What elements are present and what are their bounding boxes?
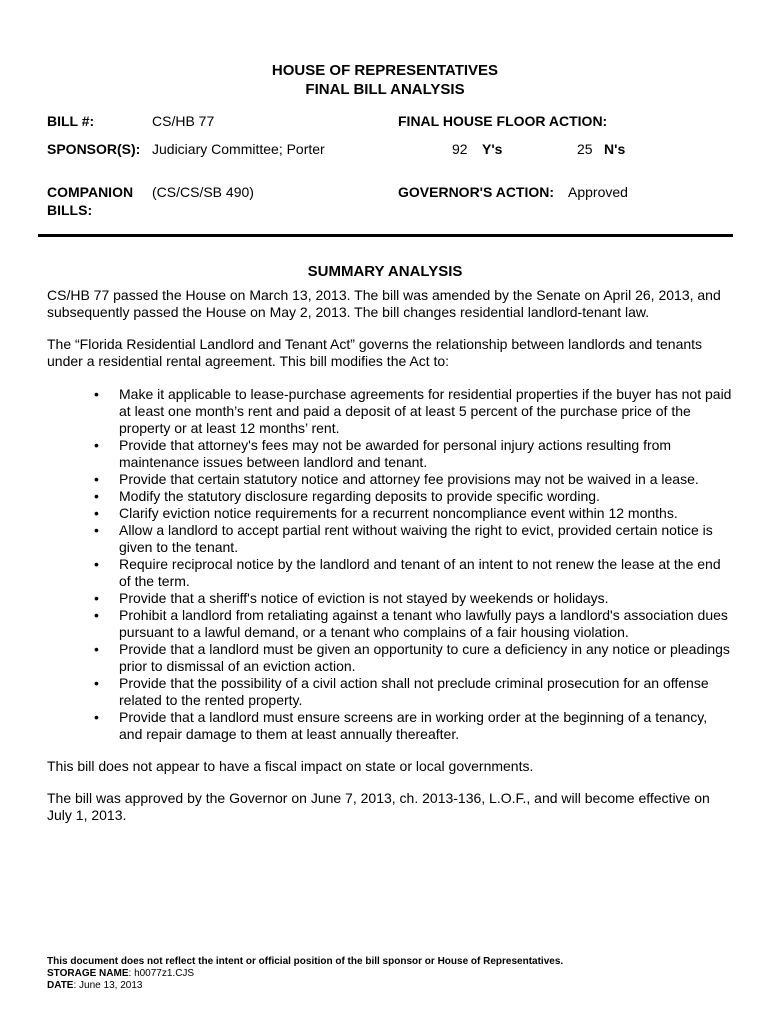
list-item-text: Prohibit a landlord from retaliating against a tenant who lawfully pays a landlord's association dues pursuant to a lawful demand, or a tenant who complains of a fair housing violation. <box>119 607 728 640</box>
footer <box>47 956 727 992</box>
list-item-text: Provide that a landlord must be given an opportunity to cure a deficiency in any notice or pleadings prior to dismissal of an eviction action. <box>119 641 730 674</box>
fiscal-impact-paragraph: This bill does not appear to have a fiscal impact on state or local governments. <box>47 758 534 774</box>
footer-disclaimer: This document does not reflect the intent or official position of the bill sponsor or House of Representatives. <box>47 956 564 967</box>
list-item <box>94 488 734 505</box>
list-item <box>94 641 734 675</box>
list-item <box>94 386 734 437</box>
companion-label-line1: COMPANION <box>47 184 134 200</box>
bullet-glyph: • <box>94 471 99 487</box>
governor-action-value: Approved <box>568 184 628 200</box>
list-item <box>94 437 734 471</box>
governor-approval-paragraph: The bill was approved by the Governor on June 7, 2013, ch. 2013-136, L.O.F., and will become effective on July 1, 2013. <box>47 790 710 823</box>
bullet-glyph: • <box>94 590 99 606</box>
bullet-glyph: • <box>94 675 99 691</box>
yeas-label: Y's <box>482 141 503 157</box>
section-divider <box>38 234 733 237</box>
sponsor-label: SPONSOR(S): <box>47 141 141 157</box>
sponsor-value: Judiciary Committee; Porter <box>152 141 325 157</box>
list-item-text: Provide that certain statutory notice and attorney fee provisions may not be waived in a lease. <box>119 471 699 487</box>
bullet-glyph: • <box>94 437 99 453</box>
list-item <box>94 471 734 488</box>
date-line: DATE: June 13, 2013 <box>47 980 143 991</box>
bill-number-value: CS/HB 77 <box>152 113 215 129</box>
storage-name-line: STORAGE NAME: h0077z1.CJS <box>47 968 195 979</box>
companion-label-line2: BILLS: <box>47 202 93 218</box>
document-title-line1: HOUSE OF REPRESENTATIVES <box>271 62 499 79</box>
governor-action-label: GOVERNOR'S ACTION: <box>398 184 555 200</box>
bill-number-label: BILL #: <box>47 113 95 129</box>
summary-title: SUMMARY ANALYSIS <box>307 263 463 280</box>
list-item-text: Require reciprocal notice by the landlord and tenant of an intent to not renew the lease at the end of the term. <box>119 556 721 589</box>
bullet-glyph: • <box>94 641 99 657</box>
date-label: DATE <box>47 980 74 991</box>
floor-action-label: FINAL HOUSE FLOOR ACTION: <box>398 113 608 129</box>
nays-count: 25 <box>577 141 593 157</box>
list-item <box>94 522 734 556</box>
list-item <box>94 505 734 522</box>
bullet-glyph: • <box>94 505 99 521</box>
summary-paragraph-1: CS/HB 77 passed the House on March 13, 2013. The bill was amended by the Senate on April 26, 2013, and subsequently passed the House on May 2, 2013. The bill changes residential landlord-tenant law. <box>47 287 721 320</box>
list-item <box>94 590 734 607</box>
list-item-text: Provide that the possibility of a civil action shall not preclude criminal prosecution for an offense related to the rented property. <box>119 675 709 708</box>
bullet-glyph: • <box>94 522 99 538</box>
list-item-text: Make it applicable to lease-purchase agreements for residential properties if the buyer has not paid at least one month’s rent and paid a deposit of at least 5 percent of the purchase price of the property or at least 12 months’ rent. <box>119 386 732 436</box>
list-item-text: Modify the statutory disclosure regarding deposits to provide specific wording. <box>119 488 600 504</box>
list-item-text: Clarify eviction notice requirements for a recurrent noncompliance event within 12 months. <box>119 505 678 521</box>
list-item <box>94 709 734 743</box>
list-item-text: Allow a landlord to accept partial rent without waiving the right to evict, provided certain notice is given to the tenant. <box>119 522 713 555</box>
date-value: June 13, 2013 <box>79 980 143 991</box>
list-item <box>94 556 734 590</box>
list-item <box>94 607 734 641</box>
companion-value: (CS/CS/SB 490) <box>152 184 254 200</box>
bullet-glyph: • <box>94 556 99 572</box>
modifications-list <box>94 386 734 743</box>
list-item-text: Provide that a landlord must ensure screens are in working order at the beginning of a tenancy, and repair damage to them at least annually thereafter. <box>119 709 708 742</box>
bullet-glyph: • <box>94 709 99 725</box>
yeas-count: 92 <box>452 141 468 157</box>
storage-name-value: h0077z1.CJS <box>134 968 195 979</box>
summary-paragraph-2: The “Florida Residential Landlord and Tenant Act” governs the relationship between landlords and tenants under a residential rental agreement. This bill modifies the Act to: <box>47 336 703 369</box>
storage-name-label: STORAGE NAME <box>47 968 129 979</box>
bullet-glyph: • <box>94 607 99 623</box>
document-title-line2: FINAL BILL ANALYSIS <box>305 81 465 98</box>
list-item <box>94 675 734 709</box>
nays-label: N's <box>604 141 626 157</box>
bullet-glyph: • <box>94 386 99 402</box>
bullet-glyph: • <box>94 488 99 504</box>
list-item-text: Provide that a sheriff's notice of eviction is not stayed by weekends or holidays. <box>119 590 609 606</box>
list-item-text: Provide that attorney's fees may not be awarded for personal injury actions resulting from maintenance issues between landlord and tenant. <box>119 437 672 470</box>
